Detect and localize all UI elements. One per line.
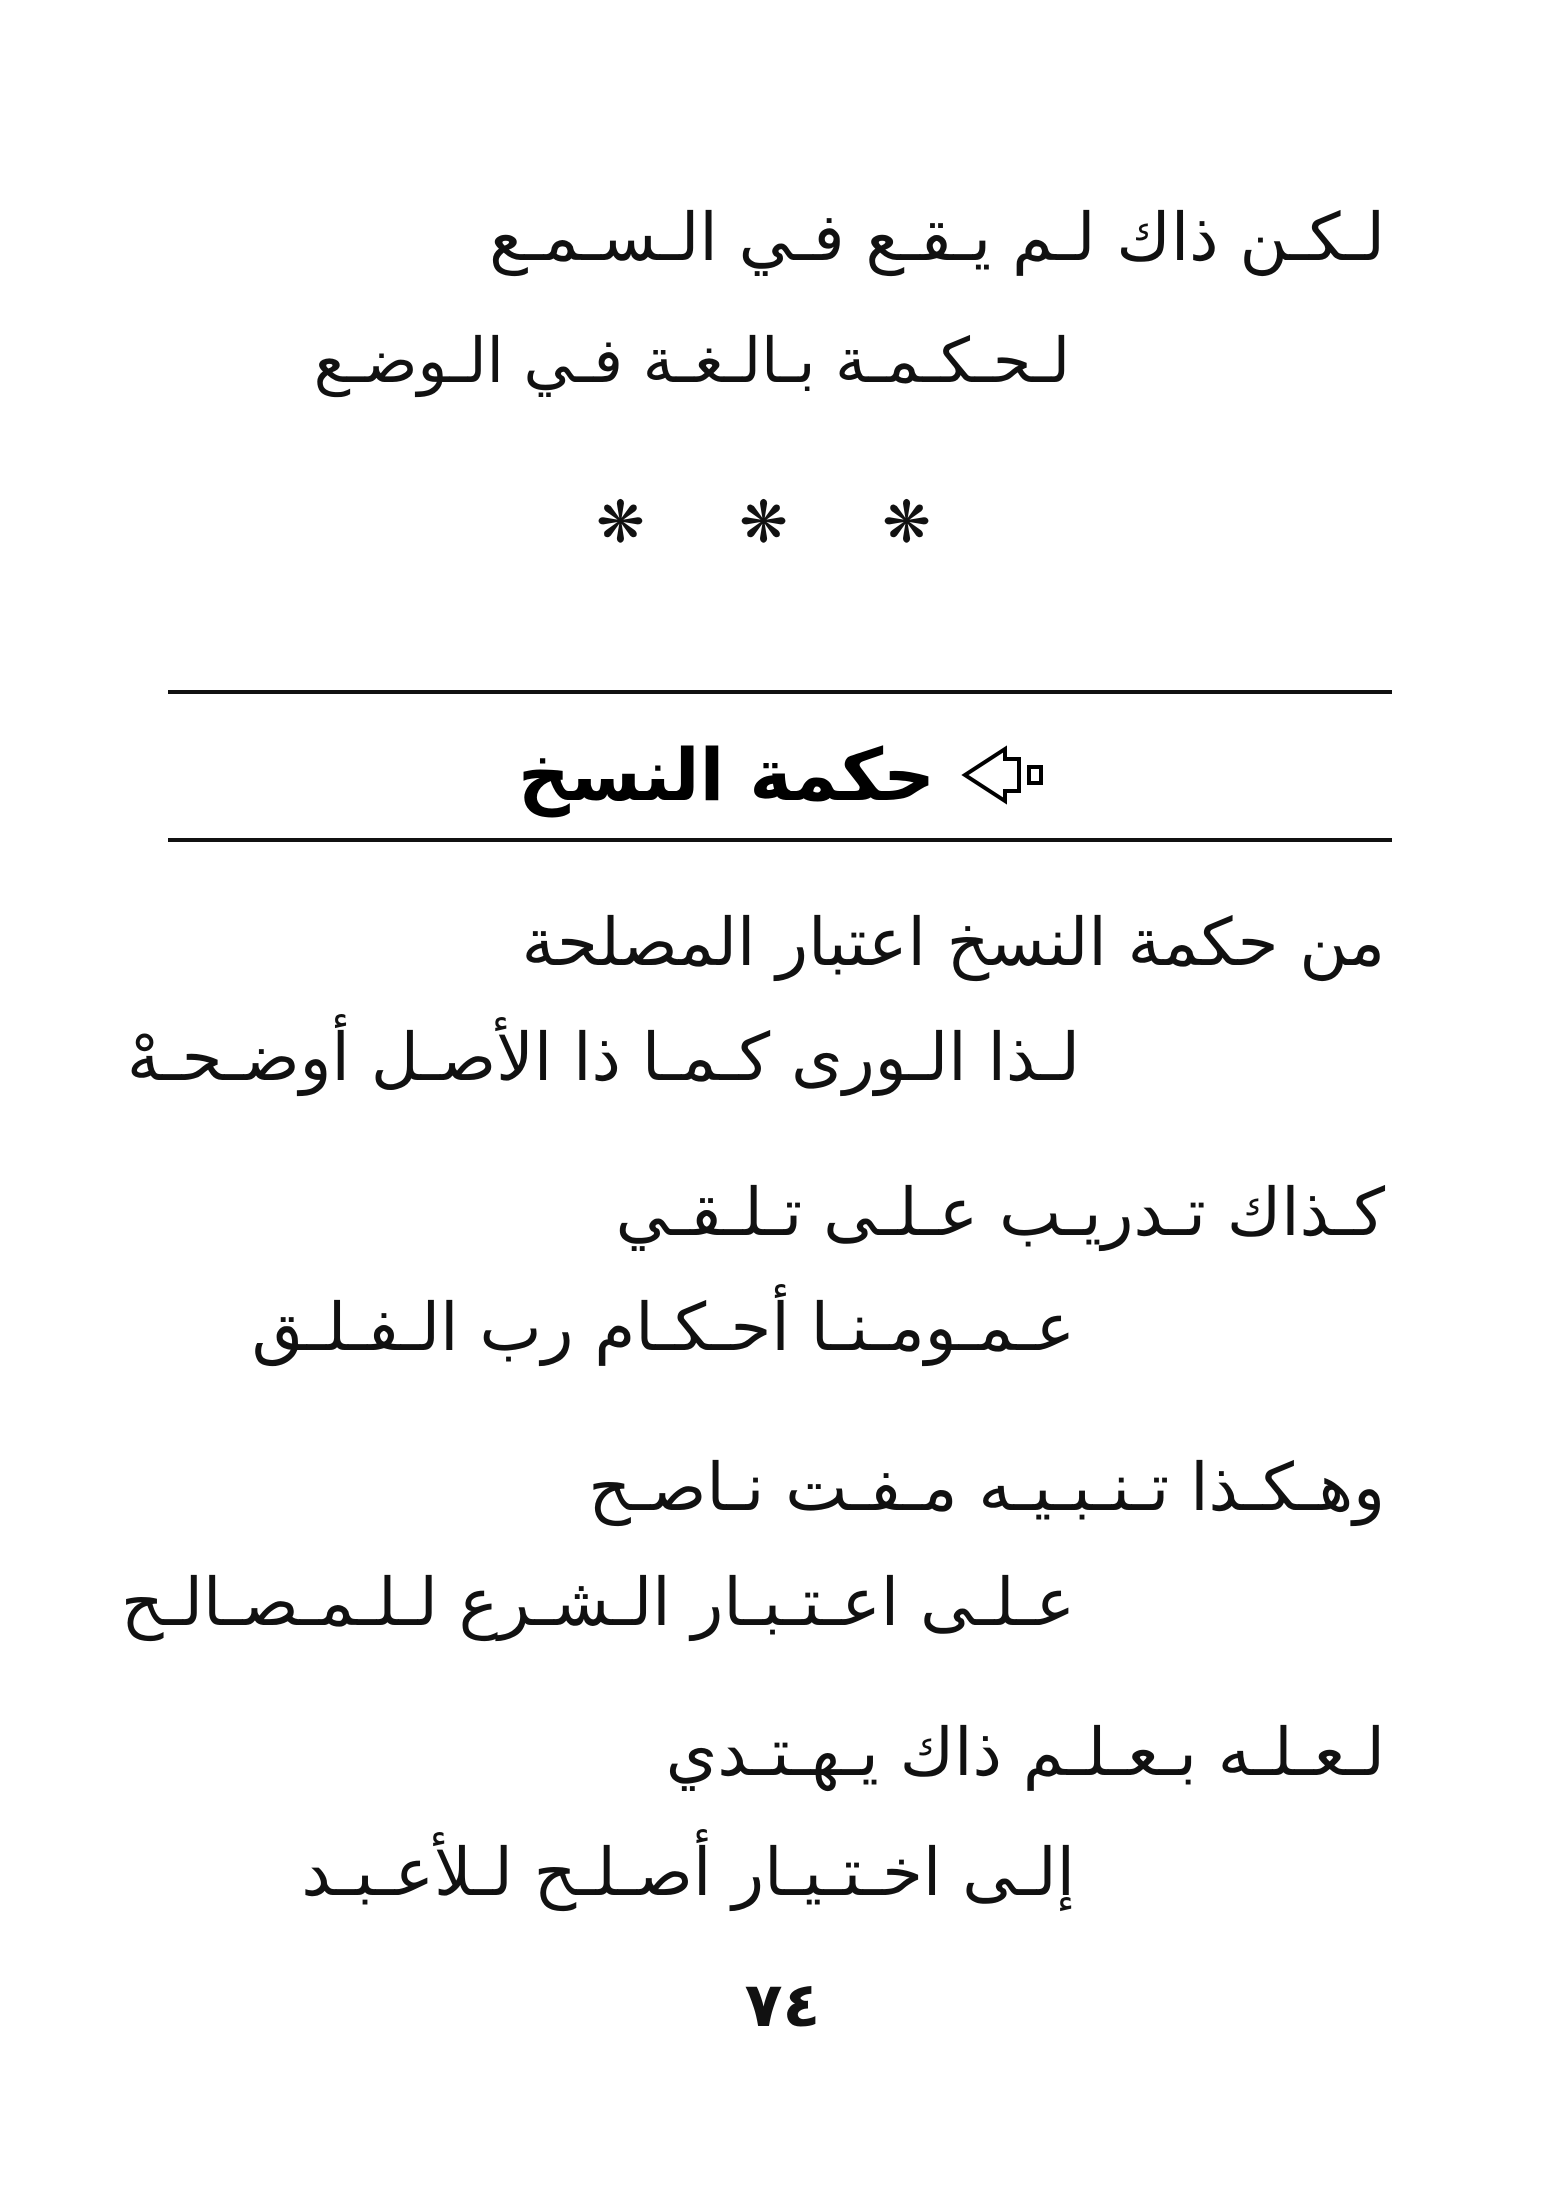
section-heading-title: حكمة النسخ xyxy=(517,733,936,817)
arrow-right-outline-icon xyxy=(959,745,1047,805)
verse-4-second-hemistich: إلـى اخـتـيـار أصـلـح لـلأعـبـد xyxy=(301,1834,1075,1911)
heading-top-rule xyxy=(168,690,1392,694)
verse-2-first-hemistich: كـذاك تـدريـب عـلـى تـلـقـي xyxy=(615,1174,1385,1251)
verse-2-second-hemistich: عـمـومـنـا أحـكـام رب الـفـلـق xyxy=(251,1289,1075,1366)
page-number: ٧٤ xyxy=(744,1968,821,2041)
verse-3-second-hemistich: عـلـى اعـتـبـار الـشـرع لـلـمـصـالـح xyxy=(120,1564,1075,1641)
top-verse-second-hemistich: لـحـكـمـة بـالـغـة فـي الـوضـع xyxy=(313,324,1070,397)
verse-1-first-hemistich: من حكمة النسخ اعتبار المصلحة xyxy=(521,904,1385,981)
verse-3-first-hemistich: وهـكـذا تـنـبـيـه مـفـت نـاصـح xyxy=(588,1449,1385,1526)
verse-1-second-hemistich: لـذا الـورى كـمـا ذا الأصـل أوضـحـهْ xyxy=(126,1019,1080,1096)
section-separator-ornaments: ❋ ❋ ❋ xyxy=(596,488,969,556)
section-heading xyxy=(0,720,1565,830)
top-verse-first-hemistich: لـكـن ذاك لـم يـقـع فـي الـسـمـع xyxy=(489,199,1385,276)
verse-4-first-hemistich: لـعـلـه بـعـلـم ذاك يـهـتـدي xyxy=(665,1714,1385,1791)
heading-bottom-rule xyxy=(168,838,1392,842)
